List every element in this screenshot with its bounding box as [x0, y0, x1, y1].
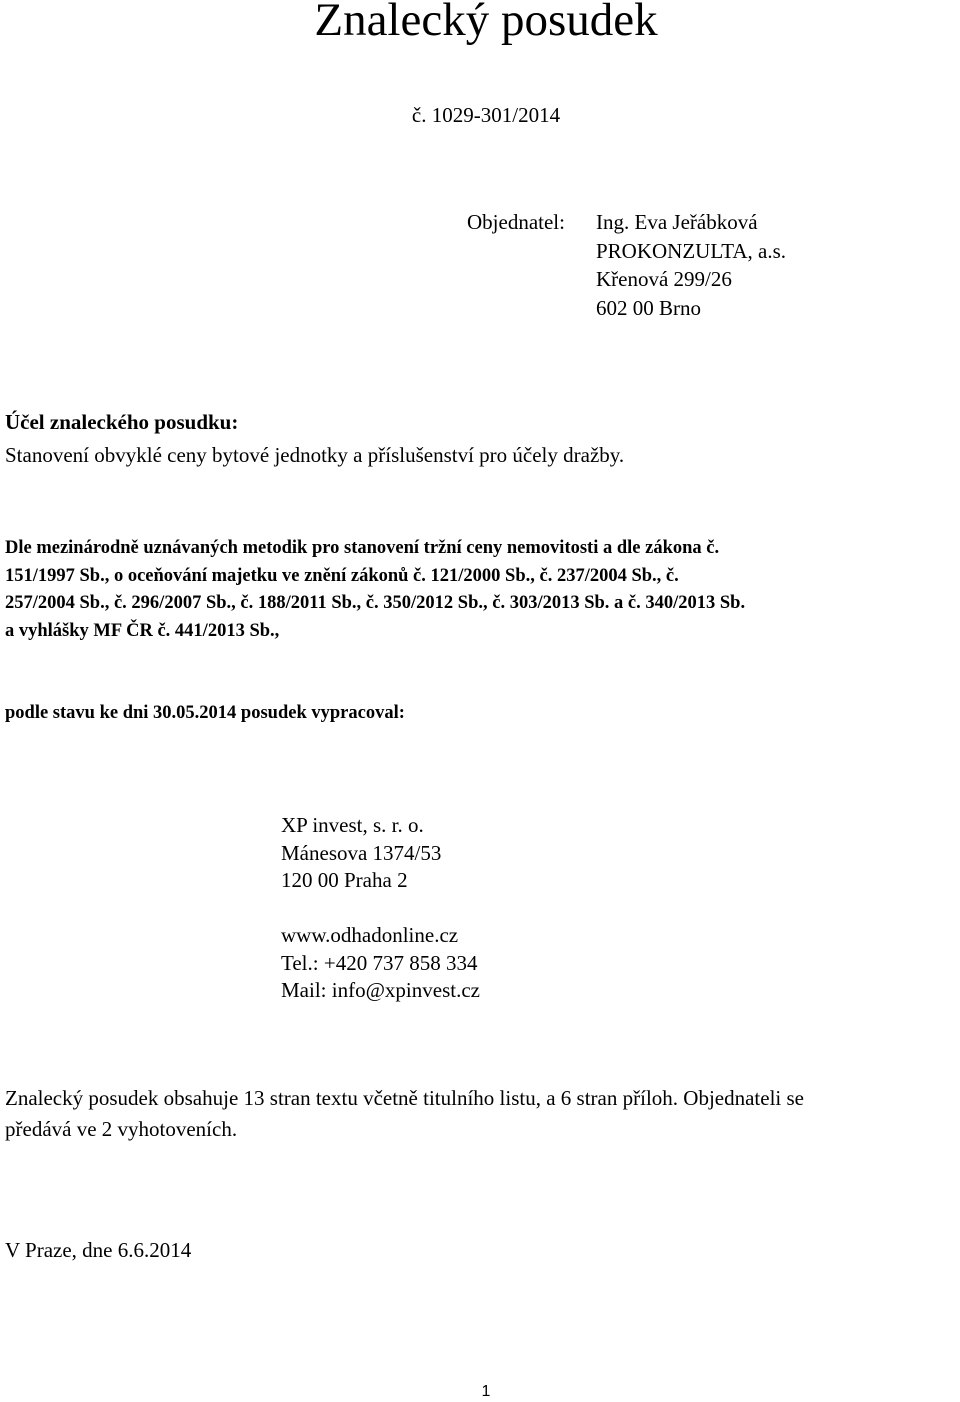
document-title: Znalecký posudek — [314, 0, 658, 46]
methodology-paragraph — [5, 535, 745, 645]
expert-phone: Tel.: +420 737 858 334 — [281, 950, 478, 975]
client-name: Ing. Eva Jeřábková — [596, 210, 758, 234]
expert-name: XP invest, s. r. o. — [281, 813, 424, 837]
scope-line: předává ve 2 vyhotoveních. — [5, 1117, 238, 1141]
purpose-heading: Účel znaleckého posudku: — [5, 410, 239, 434]
expert-mail[interactable]: Mail: info@xpinvest.cz — [281, 978, 480, 1003]
client-label: Objednatel: — [467, 210, 565, 234]
spacer — [281, 895, 480, 922]
scope-paragraph — [5, 1083, 804, 1145]
expert-web-link[interactable]: www.odhadonline.cz — [281, 923, 459, 948]
document-number: č. 1029-301/2014 — [411, 103, 561, 127]
client-city: 602 00 Brno — [596, 295, 701, 320]
scope-line: Znalecký posudek obsahuje 13 stran textu včetně titulního listu, a 6 stran příloh. Objednateli se — [5, 1086, 804, 1110]
expert-street: Mánesova 1374/53 — [281, 840, 442, 865]
purpose-text: Stanovení obvyklé ceny bytové jednotky a příslušenství pro účely dražby. — [5, 443, 625, 467]
client-company: PROKONZULTA, a.s. — [596, 238, 787, 263]
page-number: 1 — [481, 1383, 491, 1400]
expert-city: 120 00 Praha 2 — [281, 868, 408, 893]
client-street: Křenová 299/26 — [596, 267, 732, 292]
methodology-line: a vyhlášky MF ČR č. 441/2013 Sb., — [5, 620, 280, 641]
place-date: V Praze, dne 6.6.2014 — [5, 1238, 192, 1262]
expert-block — [281, 812, 480, 1005]
state-statement: podle stavu ke dni 30.05.2014 posudek vypracoval: — [5, 703, 405, 723]
methodology-line: 151/1997 Sb., o oceňování majetku ve znění zákonů č. 121/2000 Sb., č. 237/2004 Sb., č. — [5, 565, 679, 586]
client-block — [596, 208, 786, 322]
methodology-line: 257/2004 Sb., č. 296/2007 Sb., č. 188/2011 Sb., č. 350/2012 Sb., č. 303/2013 Sb. a č. 340/2013 Sb. — [5, 593, 746, 614]
methodology-line: Dle mezinárodně uznávaných metodik pro stanovení tržní ceny nemovitosti a dle zákona č. — [5, 538, 720, 558]
